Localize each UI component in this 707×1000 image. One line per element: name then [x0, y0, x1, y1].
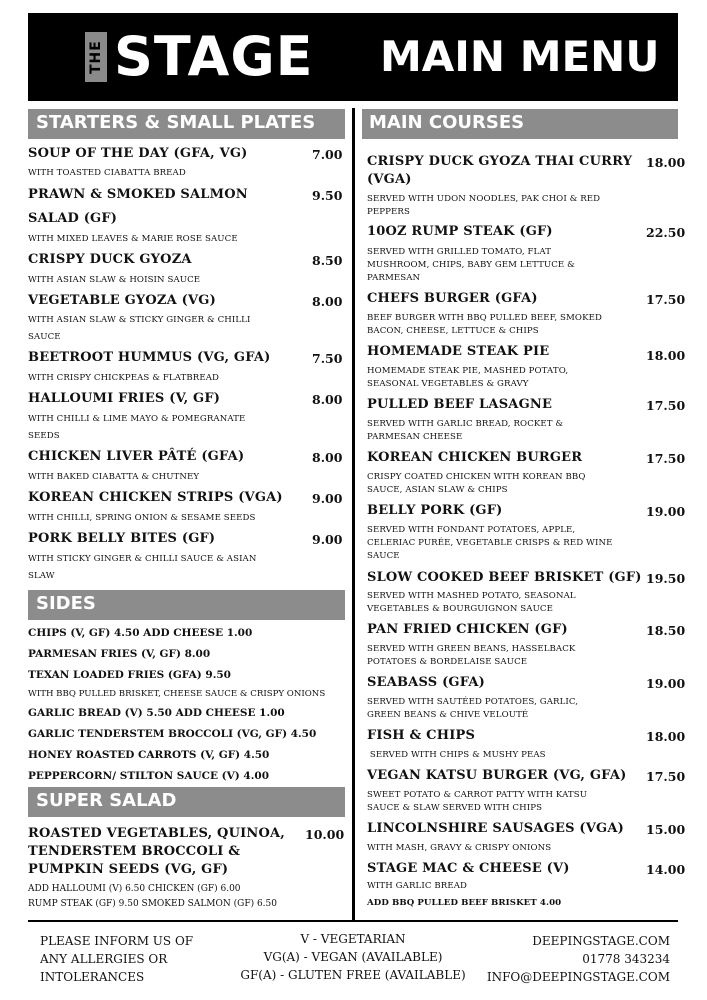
- starter-name: CHICKEN LIVER PÂTÉ (GFA): [28, 449, 245, 464]
- starter-name: SOUP OF THE DAY (GFA, VG): [28, 146, 248, 161]
- main-name: SEABASS (GFA): [367, 675, 486, 690]
- main-name: BELLY PORK (GF): [367, 503, 503, 518]
- side-item: TEXAN LOADED FRIES (GFA) 9.50: [28, 669, 231, 681]
- phone-number[interactable]: 01778 343234: [582, 952, 670, 966]
- main-name: CRISPY DUCK GYOZA THAI CURRY: [367, 154, 633, 169]
- main-desc-cont: PARMESAN: [367, 273, 421, 283]
- main-name: LINCOLNSHIRE SAUSAGES (VGA): [367, 821, 624, 836]
- starter-desc-cont: SEEDS: [28, 431, 60, 441]
- starter-name: PORK BELLY BITES (GF): [28, 531, 216, 546]
- main-desc-cont: POTATOES & BORDELAISE SAUCE: [367, 657, 528, 667]
- main-price: 19.00: [646, 504, 686, 519]
- starter-desc: WITH ASIAN SLAW & STICKY GINGER & CHILLI: [28, 315, 251, 325]
- starter-price: 7.50: [312, 351, 343, 366]
- main-name: PAN FRIED CHICKEN (GF): [367, 622, 568, 637]
- salad-name: TENDERSTEM BROCCOLI &: [28, 844, 241, 859]
- main-name: PULLED BEEF LASAGNE: [367, 397, 553, 412]
- main-desc-cont: GREEN BEANS & CHIVE VELOUTÉ: [367, 710, 529, 720]
- main-price: 17.50: [646, 769, 686, 784]
- starter-name: BEETROOT HUMMUS (VG, GFA): [28, 350, 271, 365]
- side-item: GARLIC BREAD (V) 5.50 ADD CHEESE 1.00: [28, 707, 285, 719]
- main-price: 17.50: [646, 292, 686, 307]
- salad-addon: ADD HALLOUMI (V) 6.50 CHICKEN (GF) 6.00: [28, 884, 241, 894]
- main-name: STAGE MAC & CHEESE (V): [367, 861, 570, 876]
- sides-heading: SIDES: [28, 590, 345, 620]
- main-desc: SERVED WITH GARLIC BREAD, ROCKET &: [367, 419, 564, 429]
- starter-desc: WITH ASIAN SLAW & HOISIN SAUCE: [28, 275, 201, 285]
- main-price: 19.00: [646, 676, 686, 691]
- email-link[interactable]: INFO@DEEPINGSTAGE.COM: [486, 970, 670, 984]
- main-desc-cont: SEASONAL VEGETABLES & GRAVY: [367, 379, 529, 389]
- main-name: CHEFS BURGER (GFA): [367, 291, 538, 306]
- starter-price: 8.50: [312, 253, 343, 268]
- starter-price: 7.00: [312, 147, 343, 162]
- starter-name: PRAWN & SMOKED SALMON: [28, 187, 248, 202]
- main-price: 17.50: [646, 398, 686, 413]
- main-desc-cont: CELERIAC PURÉE, VEGETABLE CRISPS & RED WINE: [367, 538, 613, 548]
- mains-addon: ADD BBQ PULLED BEEF BRISKET 4.00: [367, 898, 562, 908]
- main-desc: BEEF BURGER WITH BBQ PULLED BEEF, SMOKED: [367, 313, 602, 323]
- main-desc-cont: SAUCE, ASIAN SLAW & CHIPS: [367, 485, 508, 495]
- main-price: 19.50: [646, 571, 686, 586]
- main-name: KOREAN CHICKEN BURGER: [367, 450, 583, 465]
- starter-name: CRISPY DUCK GYOZA: [28, 252, 192, 267]
- starter-price: 9.50: [312, 188, 343, 203]
- logo-stage: STAGE: [114, 25, 314, 88]
- salad-name: ROASTED VEGETABLES, QUINOA,: [28, 826, 286, 841]
- column-divider: [352, 108, 355, 920]
- menu-header: [28, 13, 678, 101]
- main-desc: HOMEMADE STEAK PIE, MASHED POTATO,: [367, 366, 569, 376]
- logo-the: THE: [85, 32, 107, 82]
- dietary-key: [222, 930, 484, 984]
- starter-desc-cont: SLAW: [28, 571, 55, 581]
- starter-desc-cont: SAUCE: [28, 332, 61, 342]
- starter-desc: WITH CRISPY CHICKPEAS & FLATBREAD: [28, 373, 220, 383]
- main-price: 22.50: [646, 225, 686, 240]
- main-name: 10OZ RUMP STEAK (GF): [367, 224, 553, 239]
- main-desc-cont: MUSHROOM, CHIPS, BABY GEM LETTUCE &: [367, 260, 575, 270]
- mains-heading: MAIN COURSES: [362, 109, 678, 139]
- starter-desc: WITH MIXED LEAVES & MARIE ROSE SAUCE: [28, 234, 238, 244]
- main-name: HOMEMADE STEAK PIE: [367, 344, 550, 359]
- main-price: 18.00: [646, 348, 686, 363]
- main-desc: SERVED WITH CHIPS & MUSHY PEAS: [367, 750, 546, 760]
- side-item: PEPPERCORN/ STILTON SAUCE (V) 4.00: [28, 770, 269, 782]
- side-item: HONEY ROASTED CARROTS (V, GF) 4.50: [28, 749, 270, 761]
- main-desc: SERVED WITH GRILLED TOMATO, FLAT: [367, 247, 552, 257]
- starter-price: 8.00: [312, 392, 343, 407]
- side-item: PARMESAN FRIES (V, GF) 8.00: [28, 648, 211, 660]
- main-desc-cont: SAUCE & SLAW SERVED WITH CHIPS: [367, 803, 543, 813]
- main-desc-cont: PEPPERS: [367, 207, 410, 217]
- website-link[interactable]: DEEPINGSTAGE.COM: [532, 934, 670, 948]
- salad-heading: SUPER SALAD: [28, 787, 345, 817]
- main-price: 18.50: [646, 623, 686, 638]
- starter-price: 9.00: [312, 532, 343, 547]
- salad-name: PUMPKIN SEEDS (VG, GF): [28, 862, 229, 877]
- main-desc-cont: VEGETABLES & BOURGUIGNON SAUCE: [367, 604, 553, 614]
- salad-price: 10.00: [305, 827, 345, 842]
- contact-info: [470, 932, 670, 986]
- allergy-line: ANY ALLERGIES OR: [40, 952, 168, 966]
- starter-name: KOREAN CHICKEN STRIPS (VGA): [28, 490, 283, 505]
- key-line: VG(A) - VEGAN (AVAILABLE): [263, 950, 443, 964]
- main-name: SLOW COOKED BEEF BRISKET (GF): [367, 570, 642, 585]
- allergy-line: INTOLERANCES: [40, 970, 145, 984]
- main-desc-cont: SAUCE: [367, 551, 400, 561]
- starter-price: 8.00: [312, 294, 343, 309]
- main-desc: SERVED WITH FONDANT POTATOES, APPLE,: [367, 525, 576, 535]
- key-line: GF(A) - GLUTEN FREE (AVAILABLE): [240, 968, 466, 982]
- starter-price: 9.00: [312, 491, 343, 506]
- starter-desc: WITH CHILLI, SPRING ONION & SESAME SEEDS: [28, 513, 256, 523]
- salad-addon: RUMP STEAK (GF) 9.50 SMOKED SALMON (GF) 6.50: [28, 899, 277, 909]
- footer-divider: [28, 920, 678, 922]
- main-name: FISH & CHIPS: [367, 728, 476, 743]
- allergy-notice: [40, 932, 193, 986]
- main-desc: SERVED WITH SAUTÉED POTATOES, GARLIC,: [367, 697, 579, 707]
- starter-name: HALLOUMI FRIES (V, GF): [28, 391, 221, 406]
- main-desc-cont: BACON, CHEESE, LETTUCE & CHIPS: [367, 326, 539, 336]
- main-name-cont: (VGA): [367, 172, 412, 187]
- main-price: 18.00: [646, 729, 686, 744]
- main-desc: SERVED WITH UDON NOODLES, PAK CHOI & RED: [367, 194, 601, 204]
- main-desc: CRISPY COATED CHICKEN WITH KOREAN BBQ: [367, 472, 586, 482]
- starter-desc: WITH CHILLI & LIME MAYO & POMEGRANATE: [28, 414, 246, 424]
- starter-name-cont: SALAD (GF): [28, 211, 118, 226]
- main-desc: SWEET POTATO & CARROT PATTY WITH KATSU: [367, 790, 588, 800]
- side-desc: WITH BBQ PULLED BRISKET, CHEESE SAUCE & CRISPY ONIONS: [28, 689, 326, 699]
- side-item: GARLIC TENDERSTEM BROCCOLI (VG, GF) 4.50: [28, 728, 317, 740]
- key-line: V - VEGETARIAN: [300, 932, 406, 946]
- main-price: 18.00: [646, 155, 686, 170]
- page-title: MAIN MENU: [380, 32, 660, 81]
- starters-heading: STARTERS & SMALL PLATES: [28, 109, 345, 139]
- side-item: CHIPS (V, GF) 4.50 ADD CHEESE 1.00: [28, 627, 253, 639]
- main-desc: WITH MASH, GRAVY & CRISPY ONIONS: [367, 843, 552, 853]
- main-desc: SERVED WITH GREEN BEANS, HASSELBACK: [367, 644, 576, 654]
- main-desc: WITH GARLIC BREAD: [367, 881, 467, 891]
- main-desc-cont: PARMESAN CHEESE: [367, 432, 463, 442]
- main-price: 14.00: [646, 862, 686, 877]
- main-desc: SERVED WITH MASHED POTATO, SEASONAL: [367, 591, 576, 601]
- starter-name: VEGETABLE GYOZA (VG): [28, 293, 216, 308]
- starter-desc: WITH BAKED CIABATTA & CHUTNEY: [28, 472, 200, 482]
- allergy-line: PLEASE INFORM US OF: [40, 934, 194, 948]
- main-name: VEGAN KATSU BURGER (VG, GFA): [367, 768, 627, 783]
- starter-desc: WITH STICKY GINGER & CHILLI SAUCE & ASIAN: [28, 554, 257, 564]
- main-price: 15.00: [646, 822, 686, 837]
- starter-price: 8.00: [312, 450, 343, 465]
- main-price: 17.50: [646, 451, 686, 466]
- starter-desc: WITH TOASTED CIABATTA BREAD: [28, 168, 186, 178]
